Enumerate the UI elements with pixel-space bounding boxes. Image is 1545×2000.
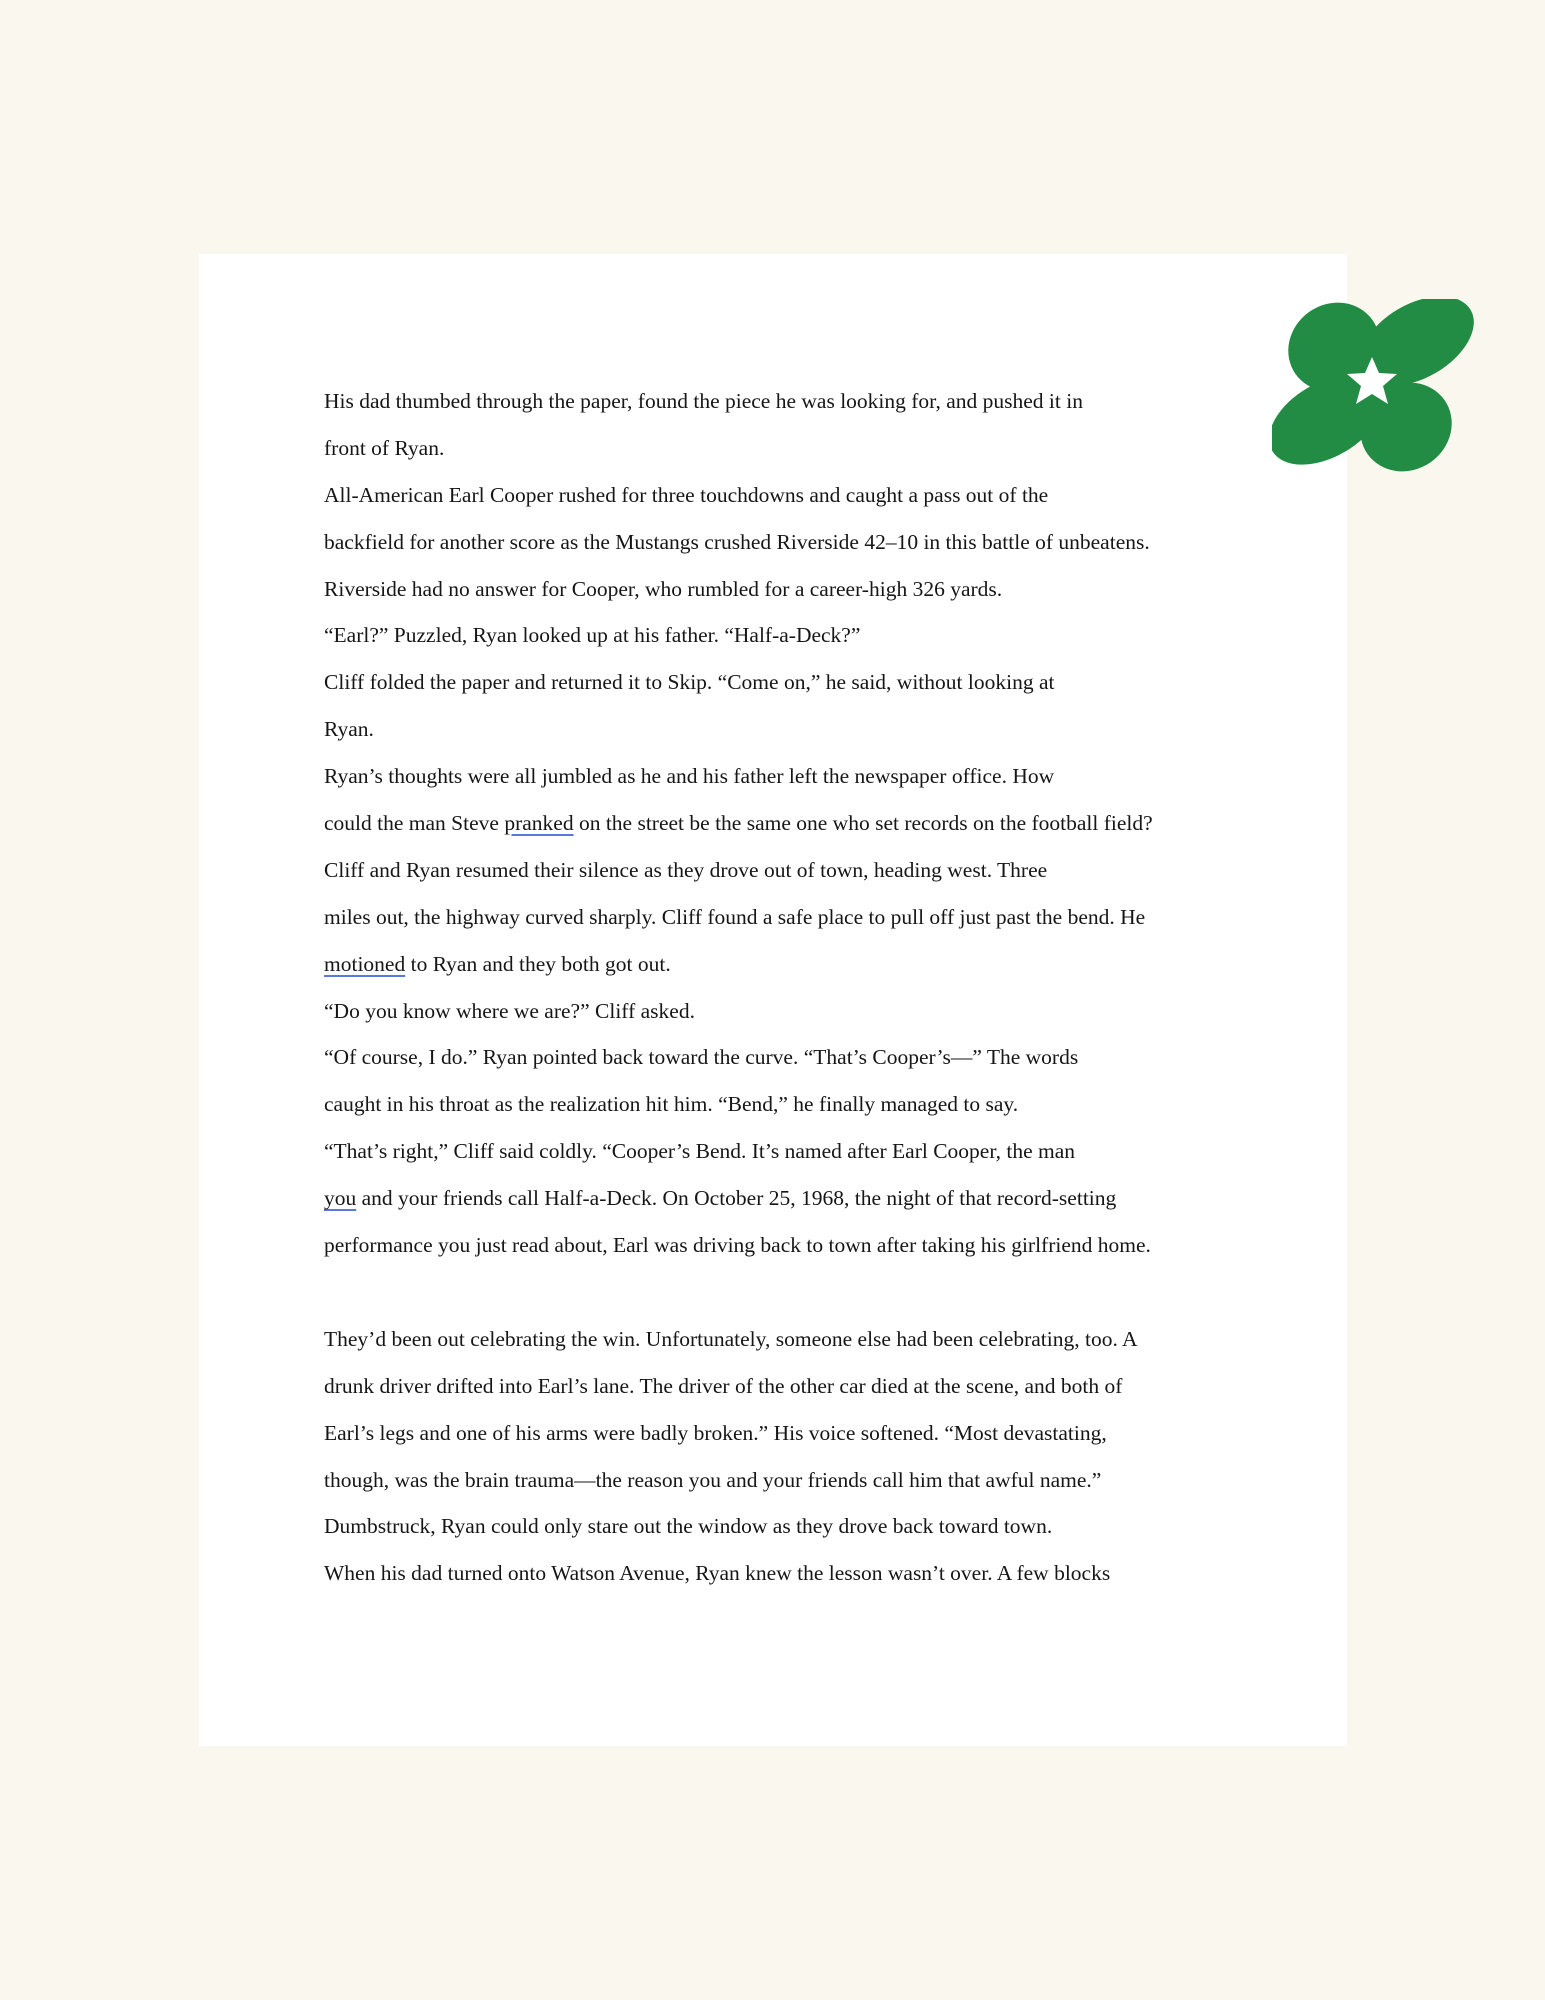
text-line	[324, 1034, 1224, 1081]
text-line	[324, 706, 1224, 753]
text-segment: Riverside had no answer for Cooper, who rumbled for a career-high 326 yards.	[324, 576, 1003, 601]
text-line	[324, 1363, 1224, 1410]
text-line	[324, 894, 1224, 941]
text-segment: All-American Earl Cooper rushed for three touchdowns and caught a pass out of the	[324, 482, 1049, 507]
text-line	[324, 1457, 1224, 1504]
text-line	[324, 425, 1224, 472]
text-line	[324, 659, 1224, 706]
text-line	[324, 612, 1224, 659]
spellcheck-marked-word[interactable]: motioned	[324, 951, 406, 976]
text-line	[324, 847, 1224, 894]
text-line	[324, 378, 1224, 425]
text-segment: front of Ryan.	[324, 435, 445, 460]
text-segment: backfield for another score as the Mustangs crushed Riverside 42–10 in this battle of unbeatens.	[324, 529, 1150, 554]
text-line	[324, 1316, 1224, 1363]
text-segment: performance you just read about, Earl was driving back to town after taking his girlfriend home.	[324, 1233, 1151, 1258]
text-line	[324, 1503, 1224, 1550]
text-segment: though, was the brain trauma—the reason you and your friends call him that awful name.”	[324, 1467, 1102, 1492]
clover-star-logo-icon	[1272, 299, 1478, 477]
text-segment: caught in his throat as the realization hit him. “Bend,” he finally managed to say.	[324, 1092, 1019, 1117]
text-line	[324, 1410, 1224, 1457]
text-line	[324, 1081, 1224, 1128]
text-segment: Ryan.	[324, 717, 374, 742]
text-line	[324, 988, 1224, 1035]
spellcheck-marked-word[interactable]: pranked	[504, 811, 574, 836]
text-line	[324, 753, 1224, 800]
text-segment: Dumbstruck, Ryan could only stare out the window as they drove back toward town.	[324, 1514, 1053, 1539]
document-body	[324, 378, 1224, 1597]
text-segment: Cliff folded the paper and returned it to Skip. “Come on,” he said, without looking at	[324, 670, 1055, 695]
text-line	[324, 941, 1224, 988]
text-segment: When his dad turned onto Watson Avenue, Ryan knew the lesson wasn’t over. A few blocks	[324, 1561, 1111, 1586]
text-line	[324, 472, 1224, 519]
text-line	[324, 800, 1224, 847]
text-line	[324, 1222, 1224, 1269]
text-segment: to Ryan and they both got out.	[405, 951, 671, 976]
text-segment: They’d been out celebrating the win. Unfortunately, someone else had been celebrating, too. A	[324, 1326, 1138, 1351]
text-segment: on the street be the same one who set records on the football field?	[573, 811, 1153, 836]
text-segment: and your friends call Half-a-Deck. On October 25, 1968, the night of that record-setting	[356, 1186, 1117, 1211]
text-segment: Ryan’s thoughts were all jumbled as he and his father left the newspaper office. How	[324, 764, 1055, 789]
text-segment: could the man Steve	[324, 811, 505, 836]
text-segment: “Earl?” Puzzled, Ryan looked up at his father. “Half-a-Deck?”	[324, 623, 861, 648]
text-segment: drunk driver drifted into Earl’s lane. The driver of the other car died at the scene, and both of	[324, 1373, 1123, 1398]
text-segment: His dad thumbed through the paper, found the piece he was looking for, and pushed it in	[324, 389, 1083, 413]
text-segment: “Of course, I do.” Ryan pointed back toward the curve. “That’s Cooper’s—” The words	[324, 1045, 1079, 1070]
text-segment: “That’s right,” Cliff said coldly. “Cooper’s Bend. It’s named after Earl Cooper, the man	[324, 1139, 1076, 1164]
text-segment: Earl’s legs and one of his arms were badly broken.” His voice softened. “Most devastating,	[324, 1420, 1107, 1445]
text-segment: “Do you know where we are?” Cliff asked.	[324, 998, 695, 1023]
text-line	[324, 519, 1224, 566]
text-segment: miles out, the highway curved sharply. Cliff found a safe place to pull off just past the bend. He	[324, 904, 1146, 929]
text-segment: Cliff and Ryan resumed their silence as they drove out of town, heading west. Three	[324, 857, 1048, 882]
text-line	[324, 1550, 1224, 1597]
text-line	[324, 1128, 1224, 1175]
spellcheck-marked-word[interactable]: you	[324, 1186, 357, 1211]
text-line	[324, 1175, 1224, 1222]
text-line	[324, 566, 1224, 613]
